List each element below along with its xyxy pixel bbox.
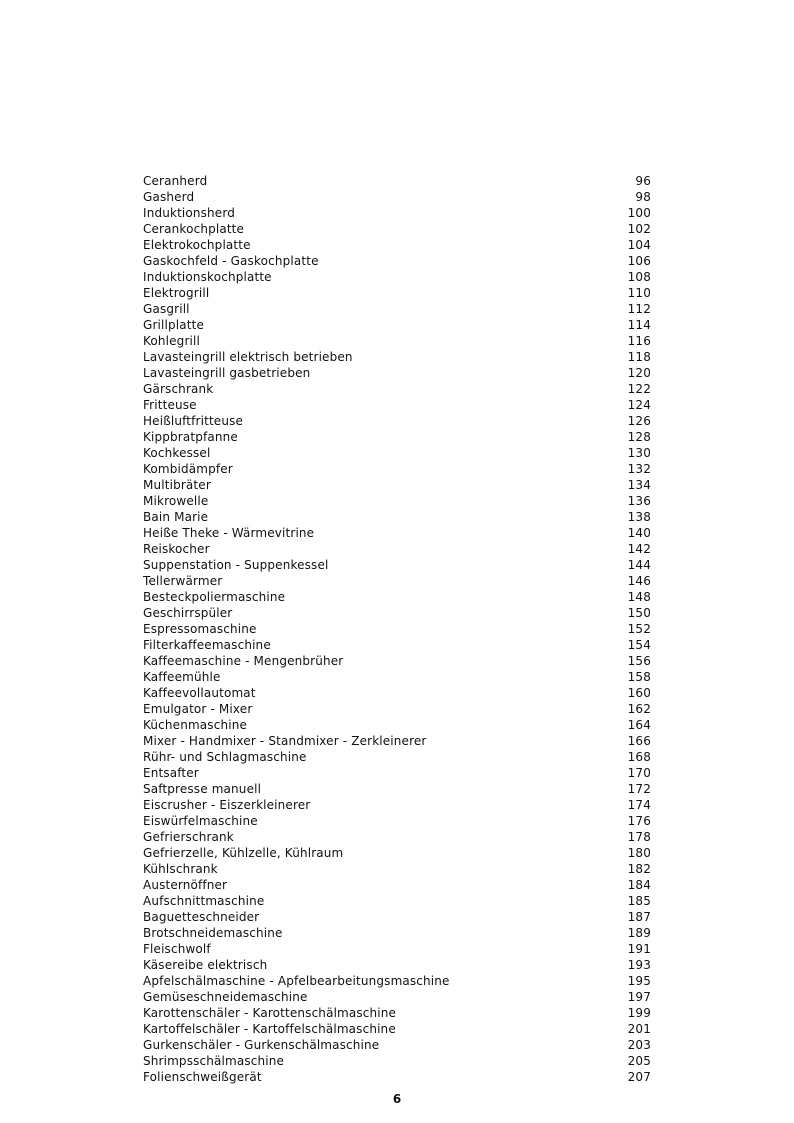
toc-entry xyxy=(143,733,651,749)
toc-entry-page: 168 xyxy=(627,750,651,764)
toc-entry-page: 158 xyxy=(627,670,651,684)
toc-entry-page: 187 xyxy=(627,910,651,924)
toc-entry-page: 138 xyxy=(627,510,651,524)
toc-entry-page: 146 xyxy=(627,574,651,588)
toc-entry-page: 98 xyxy=(635,190,651,204)
toc-entry-page: 106 xyxy=(627,254,651,268)
toc-entry xyxy=(143,557,651,573)
toc-entry-page: 124 xyxy=(627,398,651,412)
toc-entry-page: 160 xyxy=(627,686,651,700)
toc-entry-page: 142 xyxy=(627,542,651,556)
toc-entry-title: Kühlschrank xyxy=(143,862,218,876)
toc-entry-page: 128 xyxy=(627,430,651,444)
toc-entry-title: Gurkenschäler - Gurkenschälmaschine xyxy=(143,1038,380,1052)
toc-entry xyxy=(143,1069,651,1085)
toc-entry-page: 110 xyxy=(627,286,651,300)
toc-entry-title: Kaffeemaschine - Mengenbrüher xyxy=(143,654,344,668)
toc-entry-page: 122 xyxy=(627,382,651,396)
toc-entry-page: 130 xyxy=(627,446,651,460)
toc-entry xyxy=(143,941,651,957)
toc-entry xyxy=(143,173,651,189)
toc-entry xyxy=(143,669,651,685)
toc-entry-page: 184 xyxy=(627,878,651,892)
toc-entry xyxy=(143,925,651,941)
toc-entry-page: 152 xyxy=(627,622,651,636)
toc-entry-page: 148 xyxy=(627,590,651,604)
toc-entry-title: Gasherd xyxy=(143,190,195,204)
toc-entry-title: Shrimpsschälmaschine xyxy=(143,1054,285,1068)
toc-entry-page: 126 xyxy=(627,414,651,428)
toc-entry xyxy=(143,813,651,829)
toc-entry-title: Apfelschälmaschine - Apfelbearbeitungsmaschine xyxy=(143,974,450,988)
toc-entry xyxy=(143,1005,651,1021)
toc-entry-page: 195 xyxy=(627,974,651,988)
toc-entry-page: 170 xyxy=(627,766,651,780)
toc-entry-title: Lavasteingrill gasbetrieben xyxy=(143,366,311,380)
toc-entry xyxy=(143,397,651,413)
toc-entry xyxy=(143,749,651,765)
toc-entry xyxy=(143,765,651,781)
toc-entry-page: 205 xyxy=(627,1054,651,1068)
toc-entry xyxy=(143,525,651,541)
toc-entry-page: 199 xyxy=(627,1006,651,1020)
toc-entry-page: 116 xyxy=(627,334,651,348)
toc-entry-title: Kochkessel xyxy=(143,446,211,460)
toc-entry xyxy=(143,237,651,253)
toc-entry-page: 108 xyxy=(627,270,651,284)
toc-entry-title: Induktionskochplatte xyxy=(143,270,272,284)
toc-entry-page: 102 xyxy=(627,222,651,236)
toc-entry-title: Austernöffner xyxy=(143,878,228,892)
toc-entry xyxy=(143,349,651,365)
toc-entry-page: 162 xyxy=(627,702,651,716)
toc-entry-title: Kartoffelschäler - Kartoffelschälmaschine xyxy=(143,1022,396,1036)
toc-entry-page: 180 xyxy=(627,846,651,860)
toc-entry xyxy=(143,861,651,877)
toc-entry-title: Elektrokochplatte xyxy=(143,238,251,252)
toc-entry-page: 150 xyxy=(627,606,651,620)
toc-entry-title: Kohlegrill xyxy=(143,334,200,348)
toc-entry xyxy=(143,781,651,797)
toc-entry xyxy=(143,189,651,205)
toc-entry-title: Mixer - Handmixer - Standmixer - Zerkleinerer xyxy=(143,734,427,748)
toc-entry-page: 104 xyxy=(627,238,651,252)
toc-entry-page: 201 xyxy=(627,1022,651,1036)
toc-entry xyxy=(143,333,651,349)
toc-entry-title: Multibräter xyxy=(143,478,211,492)
toc-entry-page: 207 xyxy=(627,1070,651,1084)
toc-entry-page: 156 xyxy=(627,654,651,668)
toc-entry-page: 112 xyxy=(627,302,651,316)
toc-entry xyxy=(143,445,651,461)
toc-entry-page: 114 xyxy=(627,318,651,332)
toc-entry-title: Heißluftfritteuse xyxy=(143,414,244,428)
toc-entry xyxy=(143,685,651,701)
toc-entry-title: Kombidämpfer xyxy=(143,462,233,476)
toc-entry xyxy=(143,957,651,973)
toc-entry-title: Heiße Theke - Wärmevitrine xyxy=(143,526,315,540)
toc-entry-title: Saftpresse manuell xyxy=(143,782,262,796)
toc-entry xyxy=(143,845,651,861)
toc-entry-title: Gefrierzelle, Kühlzelle, Kühlraum xyxy=(143,846,344,860)
toc-entry xyxy=(143,989,651,1005)
toc-entry xyxy=(143,717,651,733)
toc-entry-title: Fleischwolf xyxy=(143,942,211,956)
toc-entry-page: 154 xyxy=(627,638,651,652)
toc-entry-page: 193 xyxy=(627,958,651,972)
toc-entry xyxy=(143,1037,651,1053)
toc-entry xyxy=(143,893,651,909)
toc-entry xyxy=(143,701,651,717)
toc-entry xyxy=(143,317,651,333)
toc-entry-title: Kaffeemühle xyxy=(143,670,221,684)
toc-entry-title: Mikrowelle xyxy=(143,494,209,508)
toc-entry xyxy=(143,365,651,381)
toc-entry xyxy=(143,637,651,653)
toc-entry-title: Gemüseschneidemaschine xyxy=(143,990,308,1004)
toc-entry-title: Baguetteschneider xyxy=(143,910,260,924)
toc-entry xyxy=(143,221,651,237)
toc-entry-page: 189 xyxy=(627,926,651,940)
toc-entry xyxy=(143,1021,651,1037)
toc-entry-title: Eiscrusher - Eiszerkleinerer xyxy=(143,798,311,812)
toc-entry xyxy=(143,973,651,989)
toc-entry xyxy=(143,301,651,317)
toc-entry-title: Küchenmaschine xyxy=(143,718,247,732)
toc-entry-page: 174 xyxy=(627,798,651,812)
toc-entry-title: Kippbratpfanne xyxy=(143,430,238,444)
toc-entry-title: Bain Marie xyxy=(143,510,209,524)
toc-entry-page: 185 xyxy=(627,894,651,908)
toc-entry xyxy=(143,797,651,813)
toc-entry-title: Folienschweißgerät xyxy=(143,1070,262,1084)
toc-entry xyxy=(143,1053,651,1069)
toc-entry-page: 118 xyxy=(627,350,651,364)
toc-entry xyxy=(143,429,651,445)
toc-entry-title: Besteckpoliermaschine xyxy=(143,590,286,604)
toc-entry xyxy=(143,877,651,893)
toc-entry xyxy=(143,413,651,429)
toc-entry xyxy=(143,909,651,925)
toc-entry xyxy=(143,477,651,493)
toc-entry-title: Karottenschäler - Karottenschälmaschine xyxy=(143,1006,397,1020)
toc-entry-page: 191 xyxy=(627,942,651,956)
toc-entry xyxy=(143,541,651,557)
toc-entry xyxy=(143,493,651,509)
toc-entry xyxy=(143,381,651,397)
toc-entry-page: 203 xyxy=(627,1038,651,1052)
toc-entry-page: 172 xyxy=(627,782,651,796)
toc-entry-page: 100 xyxy=(627,206,651,220)
toc-entry-title: Elektrogrill xyxy=(143,286,210,300)
toc-entry-title: Ceranherd xyxy=(143,174,208,188)
toc-entry-title: Induktionsherd xyxy=(143,206,235,220)
toc-entry-title: Geschirrspüler xyxy=(143,606,233,620)
toc-entry-title: Tellerwärmer xyxy=(143,574,223,588)
toc-entry-title: Gefrierschrank xyxy=(143,830,234,844)
table-of-contents xyxy=(143,173,651,1085)
page-number: 6 xyxy=(392,1092,402,1106)
toc-entry xyxy=(143,621,651,637)
toc-entry-page: 132 xyxy=(627,462,651,476)
toc-entry xyxy=(143,253,651,269)
toc-entry-page: 134 xyxy=(627,478,651,492)
toc-entry-page: 197 xyxy=(627,990,651,1004)
toc-entry-title: Entsafter xyxy=(143,766,199,780)
toc-entry-page: 182 xyxy=(627,862,651,876)
toc-entry-page: 166 xyxy=(627,734,651,748)
toc-entry-title: Suppenstation - Suppenkessel xyxy=(143,558,329,572)
toc-entry-title: Gärschrank xyxy=(143,382,214,396)
toc-entry xyxy=(143,653,651,669)
toc-entry-page: 136 xyxy=(627,494,651,508)
toc-entry-page: 140 xyxy=(627,526,651,540)
toc-entry-page: 178 xyxy=(627,830,651,844)
toc-entry-title: Gaskochfeld - Gaskochplatte xyxy=(143,254,319,268)
toc-entry xyxy=(143,285,651,301)
toc-entry-title: Cerankochplatte xyxy=(143,222,245,236)
toc-entry-page: 164 xyxy=(627,718,651,732)
toc-entry-title: Brotschneidemaschine xyxy=(143,926,283,940)
toc-entry-title: Fritteuse xyxy=(143,398,197,412)
toc-entry xyxy=(143,573,651,589)
toc-entry-page: 120 xyxy=(627,366,651,380)
toc-entry-title: Rühr- und Schlagmaschine xyxy=(143,750,307,764)
toc-entry-title: Emulgator - Mixer xyxy=(143,702,253,716)
toc-entry xyxy=(143,461,651,477)
toc-entry-title: Käsereibe elektrisch xyxy=(143,958,268,972)
toc-entry xyxy=(143,205,651,221)
toc-entry-title: Reiskocher xyxy=(143,542,210,556)
toc-entry-title: Grillplatte xyxy=(143,318,204,332)
toc-entry-page: 96 xyxy=(635,174,651,188)
toc-entry xyxy=(143,605,651,621)
toc-entry xyxy=(143,829,651,845)
toc-entry xyxy=(143,269,651,285)
toc-entry-title: Kaffeevollautomat xyxy=(143,686,256,700)
toc-entry-page: 144 xyxy=(627,558,651,572)
toc-entry xyxy=(143,589,651,605)
toc-entry xyxy=(143,509,651,525)
toc-entry-page: 176 xyxy=(627,814,651,828)
toc-entry-title: Gasgrill xyxy=(143,302,190,316)
toc-entry-title: Lavasteingrill elektrisch betrieben xyxy=(143,350,353,364)
toc-entry-title: Aufschnittmaschine xyxy=(143,894,265,908)
toc-entry-title: Eiswürfelmaschine xyxy=(143,814,258,828)
toc-entry-title: Filterkaffeemaschine xyxy=(143,638,271,652)
toc-entry-title: Espressomaschine xyxy=(143,622,257,636)
